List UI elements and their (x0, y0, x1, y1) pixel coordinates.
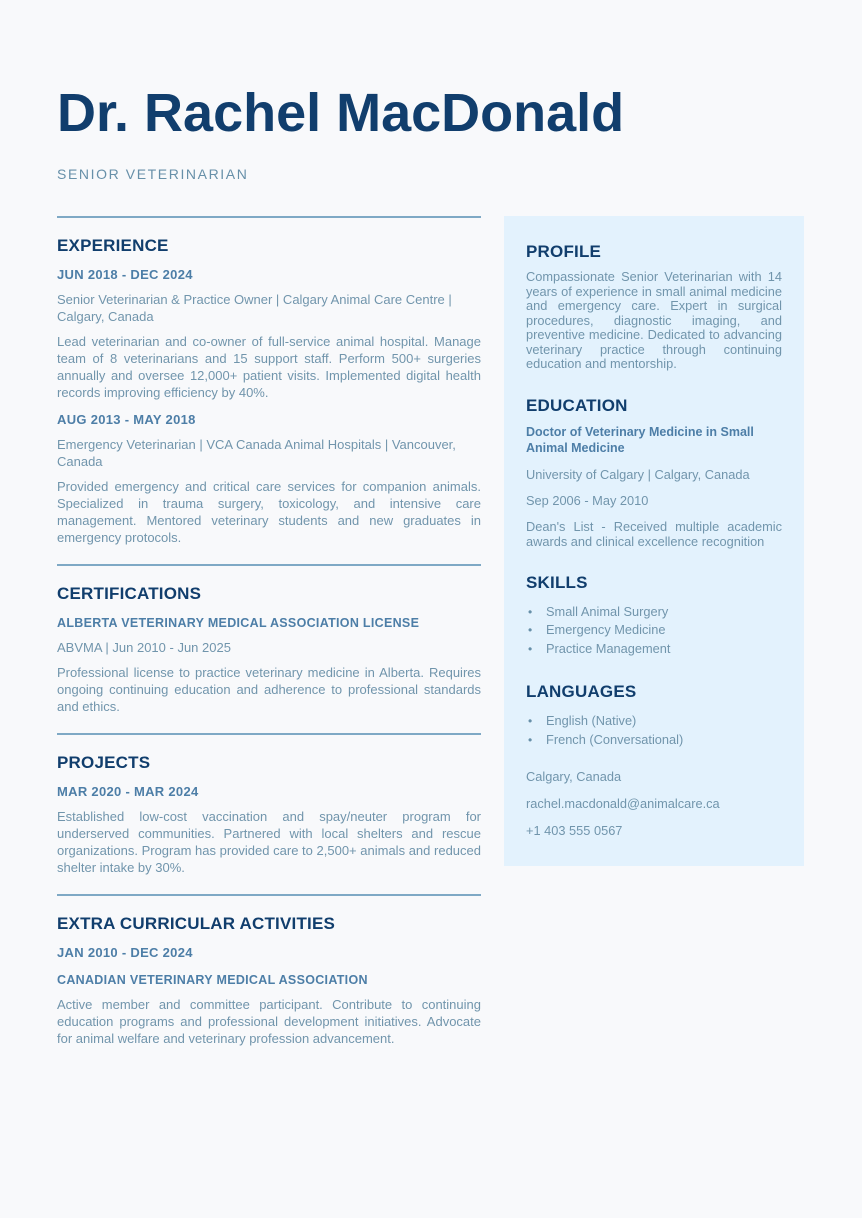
extra-curricular-entry (57, 945, 481, 1047)
certifications-section (57, 584, 481, 715)
projects-section (57, 753, 481, 876)
person-name: Dr. Rachel MacDonald (57, 83, 625, 143)
certification-description: Professional license to practice veterinary medicine in Alberta. Requires ongoing continuing education and adherence to professional standards and ethics. (57, 665, 481, 714)
bullet-icon: • (528, 732, 533, 747)
languages-list (526, 712, 782, 749)
skill-label: Emergency Medicine (546, 622, 666, 637)
contact-email: rachel.macdonald@animalcare.ca (526, 796, 720, 811)
experience-section (57, 236, 481, 546)
extra-curricular-section (57, 914, 481, 1047)
extra-curricular-heading: EXTRA CURRICULAR ACTIVITIES (57, 914, 336, 933)
contact-section (526, 770, 782, 838)
project-description: Established low-cost vaccination and spay/neuter program for underserved communities. Partnered with local shelters and rescue organizations. Program has provided care to 2,500+ animals and reduced shelter intake by 30%. (57, 809, 481, 875)
experience-role: Senior Veterinarian & Practice Owner | Calgary Animal Care Centre | Calgary, Canada (57, 292, 452, 324)
contact-location: Calgary, Canada (526, 769, 622, 784)
section-divider (57, 216, 481, 218)
education-dates: Sep 2006 - May 2010 (526, 492, 649, 508)
skill-label: Small Animal Surgery (546, 603, 669, 619)
extra-curricular-description: Active member and committee participant. Contribute to continuing education programs and professional development initiatives. Advocate for animal welfare and veterinary profession advancement. (57, 997, 481, 1046)
content-columns (57, 216, 805, 1047)
experience-entry (57, 267, 481, 401)
person-job-title: SENIOR VETERINARIAN (57, 166, 249, 182)
certification-issuer: ABVMA | Jun 2010 - Jun 2025 (57, 640, 231, 655)
main-column (57, 216, 481, 1047)
experience-entry (57, 412, 481, 546)
language-label: English (Native) (546, 713, 637, 728)
profile-heading: PROFILE (526, 242, 602, 261)
experience-role: Emergency Veterinarian | VCA Canada Animal Hospitals | Vancouver, Canada (57, 437, 456, 469)
certifications-heading: CERTIFICATIONS (57, 584, 202, 603)
education-heading: EDUCATION (526, 395, 628, 415)
experience-dates: AUG 2013 - MAY 2018 (57, 412, 196, 427)
education-section (526, 396, 782, 549)
extra-curricular-organization: CANADIAN VETERINARY MEDICAL ASSOCIATION (57, 973, 368, 987)
project-entry (57, 784, 481, 876)
section-divider (57, 564, 481, 566)
extra-curricular-dates: JAN 2010 - DEC 2024 (57, 945, 193, 960)
education-school: University of Calgary | Calgary, Canada (526, 466, 750, 482)
skills-heading: SKILLS (526, 572, 588, 592)
languages-section (526, 682, 782, 749)
language-item (526, 731, 782, 750)
skills-section (526, 573, 782, 659)
bullet-icon: • (528, 623, 533, 637)
skill-item (526, 640, 782, 659)
experience-description: Lead veterinarian and co-owner of full-service animal hospital. Manage team of 8 veterinarians and 15 support staff. Perform 500+ surgeries annually and oversee 12,000+ patient visits. Implemented digital health records improving efficiency by 40%. (57, 334, 481, 400)
skill-item (526, 621, 782, 640)
skill-item (526, 603, 782, 622)
languages-heading: LANGUAGES (526, 682, 637, 701)
bullet-icon: • (528, 714, 533, 728)
certification-title: ALBERTA VETERINARY MEDICAL ASSOCIATION LICENSE (57, 616, 420, 630)
skills-list (526, 603, 782, 659)
experience-description: Provided emergency and critical care services for companion animals. Specialized in trauma surgery, toxicology, and intensive care management. Mentored veterinary students and new graduates in emergency protocols. (57, 479, 481, 545)
bullet-icon: • (528, 641, 533, 656)
experience-dates: JUN 2018 - DEC 2024 (57, 267, 193, 282)
language-item (526, 712, 782, 731)
certification-entry (57, 615, 481, 715)
resume-header (0, 0, 862, 182)
experience-heading: EXPERIENCE (57, 236, 169, 255)
section-divider (57, 894, 481, 896)
education-honors: Dean's List - Received multiple academic awards and clinical excellence recognition (526, 518, 782, 549)
education-degree: Doctor of Veterinary Medicine in Small Animal Medicine (526, 424, 754, 455)
skill-label: Practice Management (546, 640, 671, 656)
bullet-icon: • (528, 604, 533, 619)
contact-phone: +1 403 555 0567 (526, 823, 623, 838)
sidebar (504, 216, 804, 866)
project-dates: MAR 2020 - MAR 2024 (57, 784, 199, 799)
language-label: French (Conversational) (546, 731, 684, 747)
profile-section (526, 242, 782, 372)
section-divider (57, 733, 481, 735)
projects-heading: PROJECTS (57, 753, 151, 772)
profile-text: Compassionate Senior Veterinarian with 14 years of experience in small animal medicine and emergency care. Expert in surgical procedures, diagnostic imaging, and preventive medicine. Dedicated to advancing veterinary practice through continuing education and mentorship. (526, 269, 782, 371)
